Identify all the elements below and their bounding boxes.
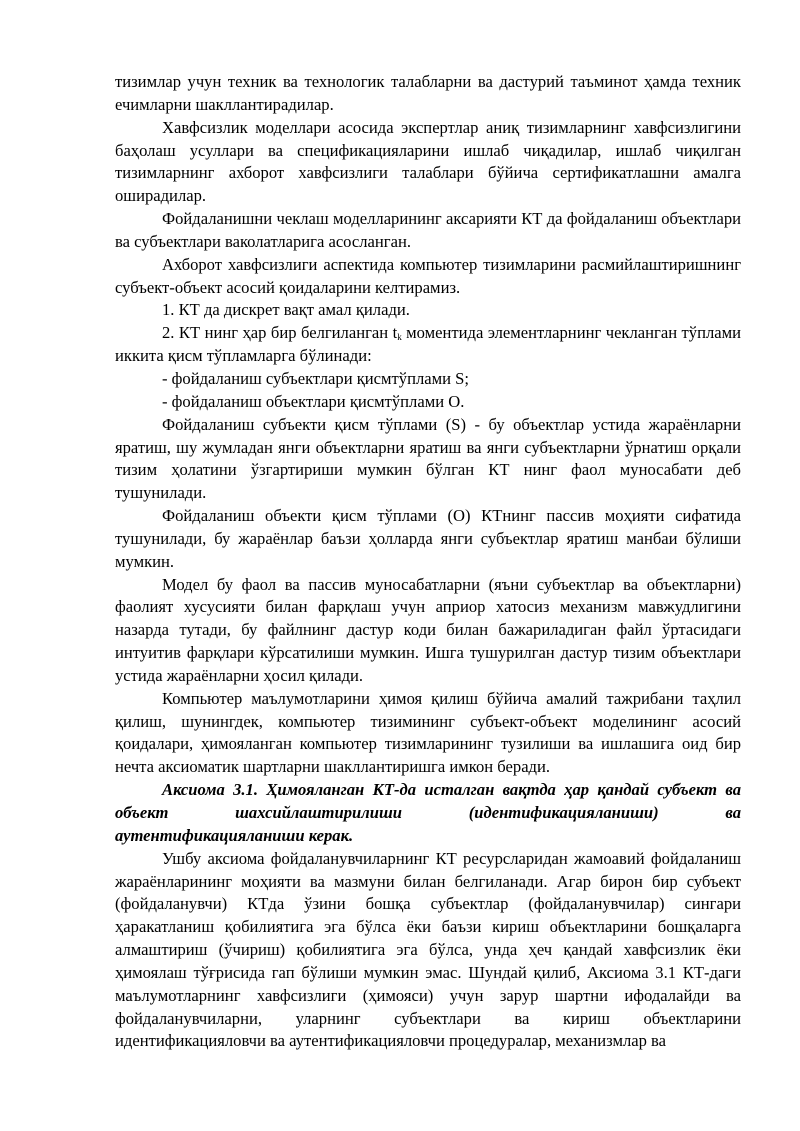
list-item-2-text-end: моментида элементларнинг чекланган тўплами иккита қисм тўпламларга бўлинади: bbox=[115, 323, 741, 366]
paragraph-security-models: Хавфсизлик моделлари асосида экспертлар аниқ тизимларнинг хавфсизлигини баҳолаш усуллари ва спецификацияларини ишлаб чиқадилар, ишлаб чиқилган тизимларнинг ахборот хавфсизлиги талаблари бўйича сертификатлашни амалга оширадилар. bbox=[115, 117, 741, 206]
paragraph-axiomatic-conditions: Компьютер маълумотларини ҳимоя қилиш бўйича амалий тажрибани таҳлил қилиш, шунингдек, компьютер тизимининг субъект-объект моделининг асосий қоидалари, ҳимояланган компьютер тизимларининг тузилиши ва ишлашига оид бир нечта аксиоматик шартларни шакллантиришга имкон беради. bbox=[115, 688, 741, 777]
paragraph-axiom-explanation: Ушбу аксиома фойдаланувчиларнинг КТ ресурсларидан жамоавий фойдаланиш жараёнларининг моҳияти ва мазмуни билан белгиланади. Агар бирон бир субъект (фойдаланувчи) КТда ўзини бошқа субъектлар (фойдаланувчилар) сингари ҳаракатланиш қобилиятига эга бўлса ёки баъзи кириш объектларини бошқаларга алмаштириш (ўчириш) қобилиятига эга бўлса, унда ҳеч қандай хавфсизлик ёки ҳимоялаш тўғрисида гап бўлиши мумкин эмас. Шундай қилиб, Аксиома 3.1 КТ-даги маълумотларнинг хавфсизлиги (ҳимояси) учун зарур шартни ифодалайди ва фойдаланувчиларни, уларнинг субъектлари ва кириш объектларини идентификацияловчи ва аутентификацияловчи процедуралар, механизмлар ва bbox=[115, 848, 741, 1051]
paragraph-continuation: тизимлар учун техник ва технологик талабларни ва дастурий таъминот ҳамда техник ечимларни шакллантирадилар. bbox=[115, 72, 741, 114]
list-item-objects: - фойдаланиш объектлари қисмтўплами О. bbox=[162, 391, 465, 411]
list-item-2 bbox=[115, 322, 741, 368]
document-page bbox=[115, 71, 741, 1053]
list-item-2-text-start: 2. КТ нинг ҳар бир белгиланган t bbox=[162, 323, 398, 343]
paragraph-access-models: Фойдаланишни чеклаш моделларининг аксарияти КТ да фойдаланиш объектлари ва субъектлари ваколатларига асосланган. bbox=[115, 209, 741, 251]
paragraph-object-definition: Фойдаланиш объекти қисм тўплами (О) КТнинг пассив моҳияти сифатида тушунилади, бу жараёнлар баъзи ҳолларда янги субъектлар яратиш манбаи бўлиши мумкин. bbox=[115, 506, 741, 571]
paragraph-model-mechanism: Модел бу фаол ва пассив муносабатларни (яъни субъектлар ва объектларни) фаолият хусусияти билан фарқлаш учун априор хатосиз механизм мавжудлигини назарда тутади, бу файлнинг дастур коди билан бажариладиган файл ўртасидаги интуитив фарқлари кўрсатилиши мумкин. Ишга тушурилган дастур тизим объектлари устида жараёнларни ҳосил қилади. bbox=[115, 574, 741, 685]
time-subscript: k bbox=[397, 332, 402, 343]
axiom-3-1: Аксиома 3.1. Ҳимояланган КТ-да исталган вақтда ҳар қандай субъект ва объект шахсийлаштирилиши (идентификацияланиши) ва аутентификацияланиши керак. bbox=[115, 780, 741, 845]
list-item-subjects: - фойдаланиш субъектлари қисмтўплами S; bbox=[162, 368, 469, 388]
paragraph-subject-object-rules: Ахборот хавфсизлиги аспектида компьютер тизимларини расмийлаштиришнинг субъект-объект асосий қоидаларини келтирамиз. bbox=[115, 254, 741, 297]
list-item-1: 1. КТ да дискрет вақт амал қилади. bbox=[162, 300, 410, 320]
paragraph-subject-definition: Фойдаланиш субъекти қисм тўплами (S) - бу объектлар устида жараёнларни яратиш, шу жумладан янги объектларни яратиш ва янги субъектларни ўрнатиш орқали тизим ҳолатини ўзгартириши мумкин бўлган КТ нинг фаол муносабати деб тушунилади. bbox=[115, 414, 741, 503]
